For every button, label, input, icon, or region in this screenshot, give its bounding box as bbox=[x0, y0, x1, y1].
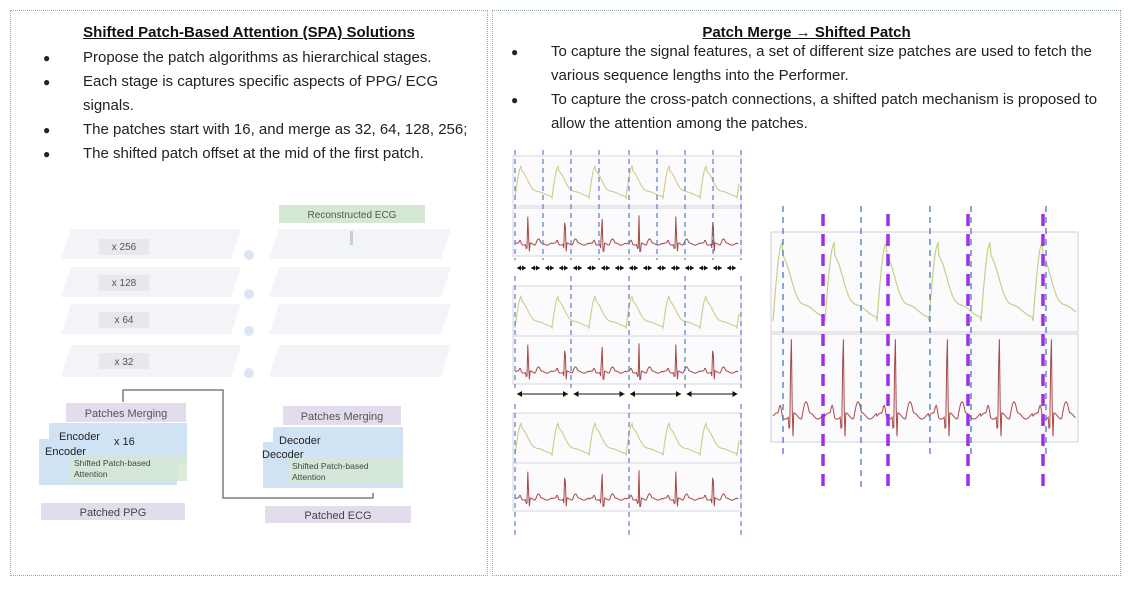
left-bullet-3: ● The patches start with 16, and merge as 32, 64, 128, 256; bbox=[43, 118, 483, 142]
ecg-row-2-frame bbox=[513, 336, 741, 384]
stage-dot-3 bbox=[244, 326, 254, 336]
stage-layer-256-left bbox=[61, 229, 241, 259]
left-bullet-4: ● The shifted patch offset at the mid of the first patch. bbox=[43, 142, 483, 166]
right-panel-title: Patch Merge → Shifted Patch bbox=[702, 24, 911, 41]
encoder-count: x 16 bbox=[114, 436, 135, 448]
patched-ppg-label: Patched PPG bbox=[79, 507, 147, 519]
stage-layer-64-left bbox=[61, 304, 241, 334]
left-signal-stack bbox=[513, 150, 741, 536]
patched-ecg-label: Patched ECG bbox=[304, 510, 372, 522]
encoder-patches-merging-label: Patches Merging bbox=[84, 408, 168, 420]
reconstructed-connector bbox=[350, 231, 353, 245]
right-bullet-list bbox=[511, 40, 1111, 136]
reconstructed-ecg-label: Reconstructed ECG bbox=[307, 210, 397, 221]
stage-layer-32-right bbox=[269, 345, 451, 377]
decoder-label-front: Decoder bbox=[262, 449, 304, 461]
architecture-diagram bbox=[11, 187, 489, 567]
stage-dot-2 bbox=[244, 289, 254, 299]
ppg-row-2-frame bbox=[513, 286, 741, 336]
ppg-row-3-frame bbox=[513, 413, 741, 463]
stage-dot-4 bbox=[244, 368, 254, 378]
stage-layer-64-right bbox=[269, 304, 451, 334]
left-bullet-list bbox=[43, 46, 483, 166]
ecg-row-1-frame bbox=[513, 208, 741, 256]
ppg-row-1-frame bbox=[513, 156, 741, 206]
signal-figure bbox=[493, 136, 1122, 576]
left-panel-title: Shifted Patch-Based Attention (SPA) Solutions bbox=[83, 24, 415, 41]
left-panel bbox=[10, 10, 488, 576]
stage-layer-128-right bbox=[269, 267, 451, 297]
stage-layer-32-left bbox=[61, 345, 241, 377]
left-bullet-2: ● Each stage is captures specific aspects of PPG/ ECG signals. bbox=[43, 70, 483, 118]
left-bullet-1: ● Propose the patch algorithms as hierarchical stages. bbox=[43, 46, 483, 70]
ecg-row-3-frame bbox=[513, 463, 741, 511]
stage-label-64: x 64 bbox=[114, 315, 134, 326]
right-bullet-2: ● To capture the cross-patch connections, a shifted patch mechanism is proposed to allow the attention among the patches. bbox=[511, 88, 1111, 136]
stage-layer-256-right bbox=[269, 229, 451, 259]
stage-label-128: x 128 bbox=[111, 278, 137, 289]
encoder-label-front: Encoder bbox=[45, 446, 86, 458]
decoder-attention-line2: Attention bbox=[292, 472, 326, 482]
stage-dot-1 bbox=[244, 250, 254, 260]
right-bullet-1: ● To capture the signal features, a set of different size patches are used to fetch the various sequence lengths into the Performer. bbox=[511, 40, 1111, 88]
encoder-attention-line1: Shifted Patch-based bbox=[74, 458, 151, 468]
stage-label-256: x 256 bbox=[111, 242, 137, 253]
decoder-attention-line1: Shifted Patch-based bbox=[292, 461, 369, 471]
decoder-patches-merging-label: Patches Merging bbox=[300, 411, 384, 423]
decoder-label-back: Decoder bbox=[279, 435, 321, 447]
stage-layer-128-left bbox=[61, 267, 241, 297]
shifted-patch-signal bbox=[771, 206, 1078, 488]
big-ecg-frame bbox=[771, 334, 1078, 442]
stage-label-32: x 32 bbox=[114, 357, 134, 368]
right-panel bbox=[492, 10, 1121, 576]
encoder-attention-line2: Attention bbox=[74, 469, 108, 479]
encoder-label-back: Encoder bbox=[59, 431, 100, 443]
